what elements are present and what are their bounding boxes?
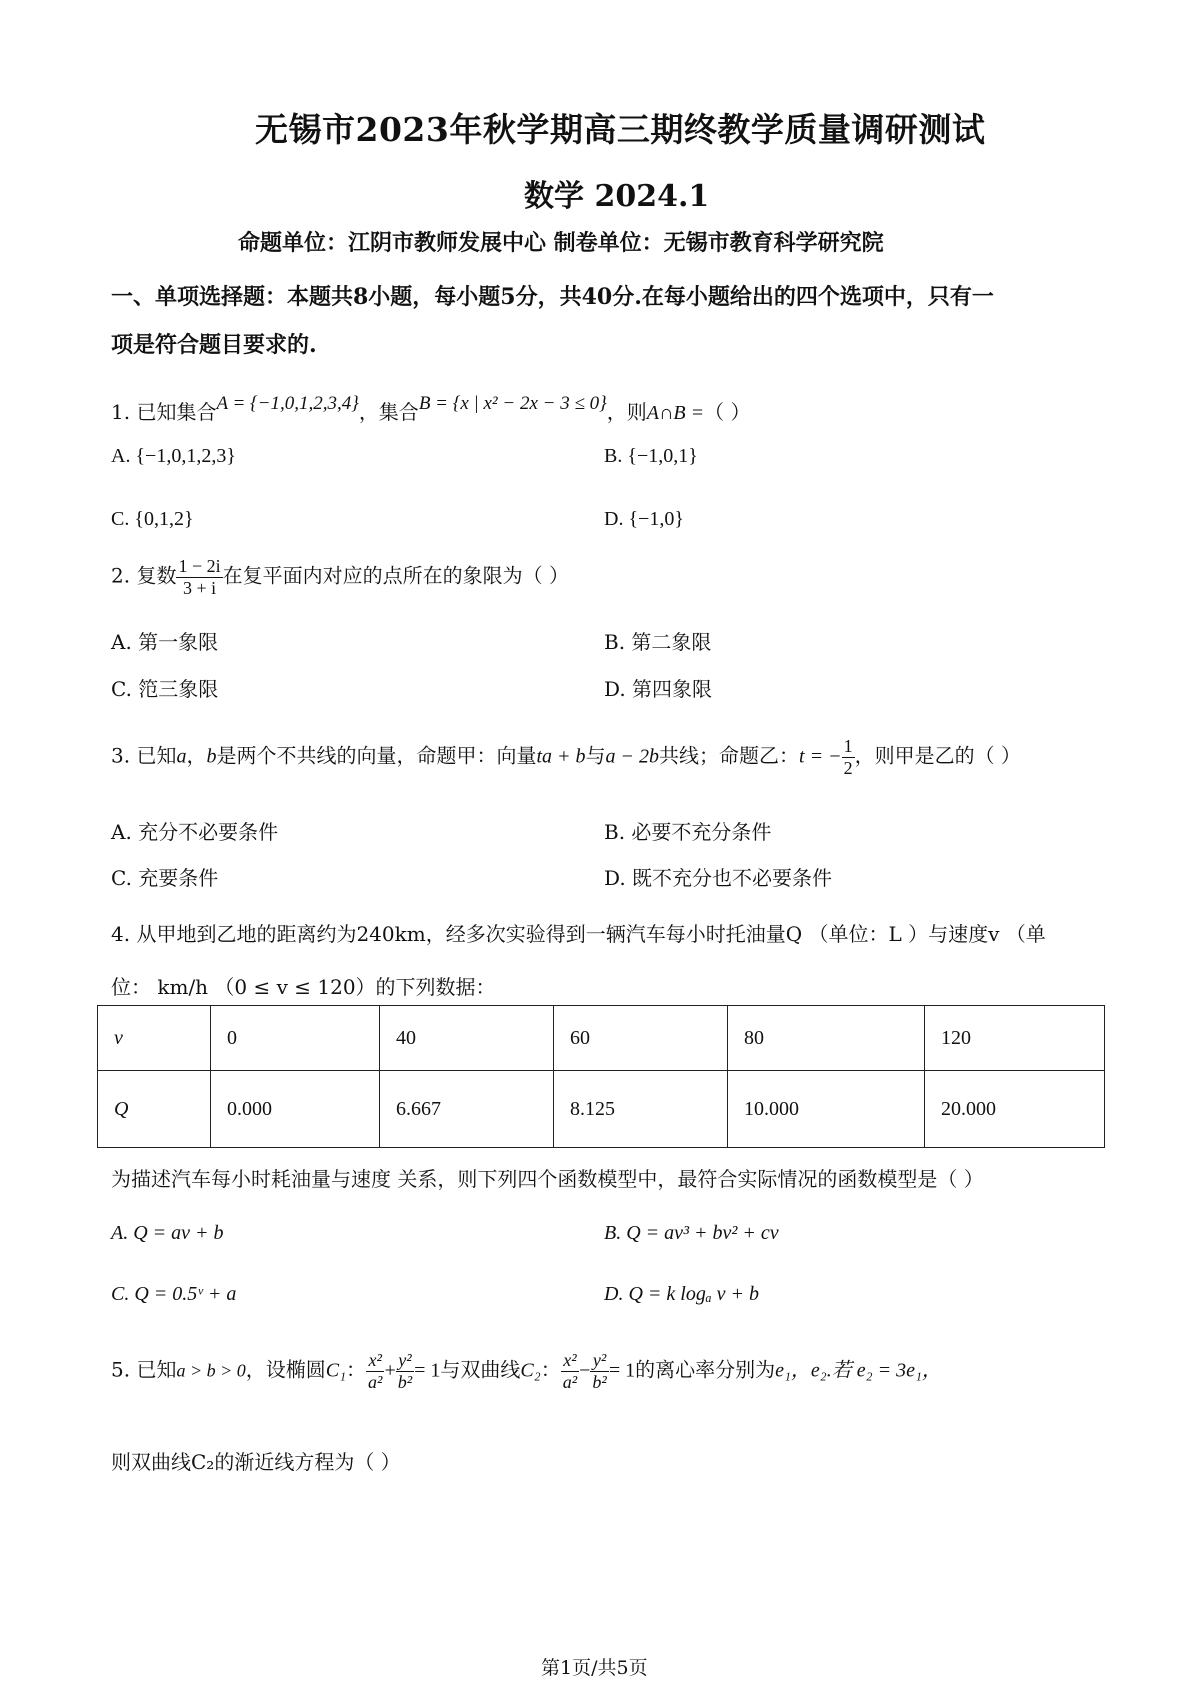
- q5-colon-1: ：: [346, 1357, 367, 1382]
- q4-option-c[interactable]: C. Q = 0.5ᵛ + a: [111, 1283, 237, 1305]
- q3-text-5: ，则甲是乙的（ ）: [854, 743, 1021, 768]
- q3-option-b[interactable]: B. 必要不充分条件: [604, 820, 772, 844]
- q3-option-d[interactable]: D. 既不充分也不必要条件: [604, 866, 833, 890]
- q1-text-2: ，集合: [358, 400, 419, 424]
- question-4-prompt: 为描述汽车每小时耗油量与速度 关系，则下列四个函数模型中，最符合实际情况的函数模型是（ ）: [111, 1167, 984, 1191]
- q1-option-b[interactable]: B. {−1,0,1}: [604, 445, 698, 467]
- question-4-line2: 位： km/h （0 ≤ v ≤ 120）的下列数据：: [111, 975, 496, 999]
- subject-year: 数学 2024.1: [524, 179, 710, 214]
- q3-vec-expr-1: ta + b: [536, 745, 586, 768]
- page-title: 无锡市2023年秋学期高三期终教学质量调研测试: [255, 110, 986, 149]
- q5-frac-y-b-2: [590, 1350, 608, 1392]
- q1-set-b: B = {x | x² − 2x − 3 ≤ 0}: [418, 393, 607, 414]
- q5-frac-x-a-2-num: x²: [561, 1350, 579, 1372]
- q2-option-d[interactable]: D. 第四象限: [604, 677, 713, 701]
- section-heading-line2: 项是符合题目要求的.: [111, 332, 317, 358]
- q4-option-d[interactable]: D. Q = k logₐ v + b: [604, 1283, 760, 1305]
- q5-eq-2: = 1: [608, 1359, 636, 1382]
- q5-frac-x-a-2: [561, 1350, 579, 1392]
- table-row: [98, 1071, 1105, 1148]
- table-cell: 60: [554, 1006, 728, 1071]
- q2-option-c[interactable]: C. 笵三象限: [111, 677, 219, 701]
- q5-text-3: 与双曲线: [440, 1357, 521, 1382]
- table-cell: 40: [380, 1006, 554, 1071]
- q4-option-b[interactable]: B. Q = av³ + bv² + cv: [604, 1222, 779, 1244]
- q5-text-2: ，设椭圆: [245, 1357, 326, 1382]
- q5-frac-x-a-2-den: a²: [562, 1371, 578, 1392]
- table-cell: 10.000: [728, 1071, 925, 1148]
- q1-set-a: A = {−1,0,1,2,3,4}: [216, 393, 359, 414]
- q3-option-a[interactable]: A. 充分不必要条件: [111, 820, 279, 844]
- q5-frac-y-b-2-num: y²: [590, 1350, 608, 1372]
- q5-frac-x-a: [366, 1350, 384, 1392]
- q1-paren: （ ）: [704, 400, 751, 424]
- q1-text-1: 1. 已知集合: [111, 400, 217, 424]
- table-cell: 80: [728, 1006, 925, 1071]
- q2-text-1: 2. 复数: [111, 563, 177, 588]
- table-cell: 6.667: [380, 1071, 554, 1148]
- table-cell: 0: [211, 1006, 380, 1071]
- q3-text-3: 与: [585, 743, 606, 768]
- question-4-line1: 4. 从甲地到乙地的距离约为240km，经多次实验得到一辆汽车每小时托油量Q （单位：L ）与速度v （单: [111, 922, 1046, 946]
- q3-vec-expr-2: a − 2b: [605, 745, 660, 768]
- q1-option-a[interactable]: A. {−1,0,1,2,3}: [111, 445, 236, 467]
- q3-vec-a: a: [176, 745, 187, 768]
- q5-frac-y-b-2-den: b²: [592, 1371, 607, 1392]
- q3-option-c[interactable]: C. 充要条件: [111, 866, 219, 890]
- table-cell: 0.000: [211, 1071, 380, 1148]
- q5-frac-y-b: [396, 1350, 414, 1392]
- fuel-data-table: [97, 1005, 1105, 1148]
- q3-text-2: 是两个不共线的向量，命题甲：向量: [216, 743, 537, 768]
- q5-condition: a > b > 0: [176, 1360, 246, 1381]
- q2-option-a[interactable]: A. 第一象限: [111, 630, 219, 654]
- q5-minus: −: [579, 1359, 591, 1382]
- q1-text-4: ，则: [606, 400, 647, 424]
- q3-comma: ，: [186, 743, 207, 768]
- question-5-line2: 则双曲线C₂的渐近线方程为（ ）: [111, 1450, 401, 1474]
- page-number: 第1页/共5页: [541, 1657, 648, 1679]
- q3-vec-b: b: [206, 745, 217, 768]
- q3-fraction-den: 2: [843, 757, 853, 778]
- q5-eccentricity: e₁，e₂.若 e₂ = 3e₁，: [775, 1359, 942, 1382]
- q1-option-d[interactable]: D. {−1,0}: [604, 508, 684, 530]
- q5-frac-y-b-den: b²: [397, 1371, 413, 1392]
- q5-hyperbola-name: C₂: [520, 1359, 541, 1382]
- q2-text-2: 在复平面内对应的点所在的象限为（ ）: [222, 563, 569, 588]
- q5-colon-2: ：: [540, 1357, 561, 1382]
- q5-frac-x-a-den: a²: [368, 1371, 383, 1392]
- q5-text-4: 的离心率分别为: [635, 1357, 776, 1382]
- q2-option-b[interactable]: B. 第二象限: [604, 630, 712, 654]
- q3-t-eq: t = −: [799, 745, 842, 768]
- question-3-stem: [111, 736, 1021, 778]
- q5-ellipse-name: C₁: [325, 1359, 347, 1382]
- q2-fraction: [176, 556, 222, 598]
- q1-option-c[interactable]: C. {0,1,2}: [111, 508, 194, 530]
- q5-text-1: 5. 已知: [111, 1357, 177, 1382]
- table-cell: 8.125: [554, 1071, 728, 1148]
- question-2-stem: [111, 556, 569, 598]
- q5-frac-x-a-num: x²: [366, 1350, 384, 1372]
- section-heading-line1: 一、单项选择题：本题共8小题，每小题5分，共40分.在每小题给出的四个选项中，只有一: [111, 284, 994, 310]
- q4-option-a[interactable]: A. Q = av + b: [111, 1222, 224, 1244]
- table-row: [98, 1006, 1105, 1071]
- table-cell: 20.000: [925, 1071, 1105, 1148]
- exam-units: 命题单位：江阴市教师发展中心 制卷单位：无锡市教育科学研究院: [238, 230, 884, 256]
- q5-eq-1: = 1: [414, 1359, 441, 1382]
- q3-text-1: 3. 已知: [111, 743, 177, 768]
- q3-text-4: 共线；命题乙：: [659, 743, 800, 768]
- q1-intersection: A∩B =: [646, 402, 705, 424]
- table-cell: Q: [98, 1071, 211, 1148]
- question-5-stem: [111, 1350, 942, 1392]
- q5-plus: +: [384, 1359, 396, 1382]
- q5-frac-y-b-num: y²: [396, 1350, 414, 1372]
- table-cell: 120: [925, 1006, 1105, 1071]
- q2-fraction-den: 3 + i: [182, 577, 217, 598]
- question-1-stem: [111, 393, 751, 425]
- q3-fraction-num: 1: [843, 736, 853, 756]
- table-cell: v: [98, 1006, 211, 1071]
- q3-fraction: [842, 736, 855, 778]
- q2-fraction-num: 1 − 2i: [178, 556, 221, 576]
